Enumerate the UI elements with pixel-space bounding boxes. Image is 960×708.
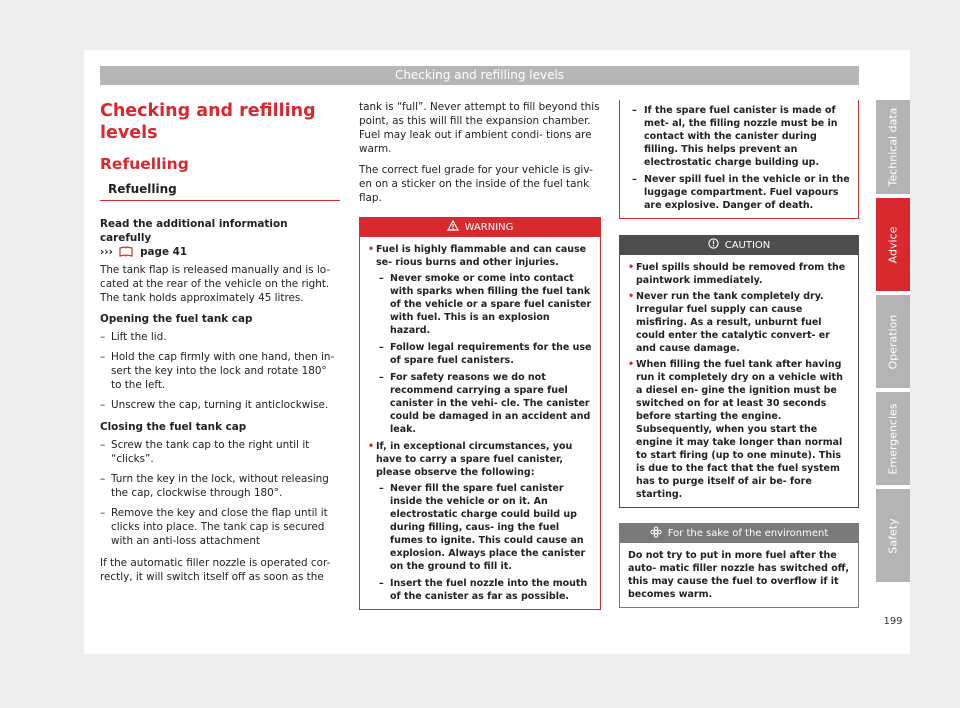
list-item: – Lift the lid. [100,330,340,344]
tab-emergencies[interactable] [876,392,910,485]
read-info-text: Read the additional information carefully [100,218,288,244]
warning-bullet: • If, in exceptional circumstances, you have to carry a spare fuel canister, please observe the following: [368,440,592,479]
tab-label: Technical data [886,107,900,187]
list-item: – Remove the key and close the flap until it clicks into place. The tank cap is secured with an anti-loss attachment [100,506,340,548]
warning-subitem: – Insert the fuel nozzle into the mouth of the canister as far as possible. [368,577,592,603]
caution-bullet: • When filling the fuel tank after having run it completely dry on a vehicle with a diesel en- gine the ignition must be switched on for at least 30 seconds before starting the engine. Subsequently, when you start the engine it may take longer than normal to start firing (up to one minute). This is due to the fact that the fuel system has to purge itself of air be- fore starting. [628,358,850,501]
list-item: – Unscrew the cap, turning it anticlockwise. [100,398,340,412]
tab-label: Emergencies [886,402,900,475]
opening-title: Opening the fuel tank cap [100,313,253,325]
tab-advice[interactable] [876,198,910,291]
caution-body [620,255,858,507]
warning-label: WARNING [464,222,514,233]
warning-subitem: – Never spill fuel in the vehicle or in the luggage compartment. Fuel vapours are explosive. Danger of death. [628,173,850,212]
auto-nozzle-paragraph: If the automatic filler nozzle is operated cor- rectly, it will switch itself off as soon as the [100,557,331,583]
caution-bullet: • Never run the tank completely dry. Irregular fuel supply can cause misfiring. As a result, unburnt fuel could enter the catalytic convert- er and cause damage. [628,290,850,355]
fuel-grade-paragraph: The correct fuel grade for your vehicle is giv- en on a sticker on the inside of the fuel tank flap. [359,164,593,204]
tab-label: Safety [886,517,900,554]
environment-box [619,523,859,608]
page-title: Checking and refilling levels [100,101,316,143]
tab-operation[interactable] [876,295,910,388]
environment-body [620,543,858,607]
warning-body [360,237,600,609]
warning-header [360,218,600,237]
section-title: Refuelling [100,155,189,173]
running-header: Checking and refilling levels [100,66,859,85]
warning-bullet: • Fuel is highly flammable and can cause se- rious burns and other injuries. [368,243,592,269]
column-2 [359,100,601,610]
ref-arrows: ››› [100,246,113,258]
tab-label: Advice [886,226,900,263]
book-icon [119,246,133,261]
tab-label: Operation [886,314,900,369]
caution-header [620,236,858,255]
intro-paragraph: The tank flap is released manually and is lo- cated at the rear of the vehicle on the right. The tank holds approximately 45 litres. [100,264,331,304]
environment-text: Do not try to put in more fuel after the auto- matic filler nozzle has switched off, this may cause the fuel to overflow if it becomes warm. [628,550,850,600]
warning-subitem: – Never fill the spare fuel canister inside the vehicle or on it. An electrostatic charge could build up during filling, caus- ing the fuel fumes to ignite. This could cause an explosion. Always place the canister on the ground to fill it. [368,482,592,573]
warning-triangle-icon [447,218,459,237]
caution-bullet: • Fuel spills should be removed from the paintwork immediately. [628,261,850,287]
page-number: 199 [883,616,903,627]
environment-header [620,524,858,543]
subsection-title: Refuelling [100,182,340,201]
closing-title: Closing the fuel tank cap [100,421,247,433]
read-info-note [100,217,340,261]
warning-box [359,217,601,610]
caution-box [619,235,859,508]
tab-technical-data[interactable] [876,100,910,194]
column-3 [619,100,859,623]
environment-label: For the sake of the environment [667,528,829,539]
full-tank-paragraph: tank is “full”. Never attempt to fill beyond this point, as this will fill the expansion chamber. Fuel may leak out if ambient condi- tions are warm. [359,101,600,155]
tab-safety[interactable] [876,489,910,582]
environment-flower-icon [650,524,662,543]
column-1 [100,100,340,591]
warning-subitem: – For safety reasons we do not recommend carrying a spare fuel canister in the vehi- cle. The canister could be damaged in an accident and leak. [368,371,592,436]
page-reference-link[interactable]: page 41 [140,246,188,258]
warning-subitem: – Follow legal requirements for the use of spare fuel canisters. [368,341,592,367]
caution-circle-icon [708,236,719,255]
warning-box-continued [619,100,859,219]
list-item: – Screw the tank cap to the right until it “clicks”. [100,438,340,466]
list-item: – Turn the key in the lock, without releasing the cap, clockwise through 180°. [100,472,340,500]
list-item: – Hold the cap firmly with one hand, then in- sert the key into the lock and rotate 180° to the left. [100,350,340,392]
warning-subitem: – If the spare fuel canister is made of met- al, the filling nozzle must be in contact with the canister during filling. This helps prevent an electrostatic charge building up. [628,104,850,169]
warning-subitem: – Never smoke or come into contact with sparks when filling the fuel tank of the vehicle or a spare fuel canister with fuel. This is an explosion hazard. [368,272,592,337]
caution-label: CAUTION [724,240,771,251]
